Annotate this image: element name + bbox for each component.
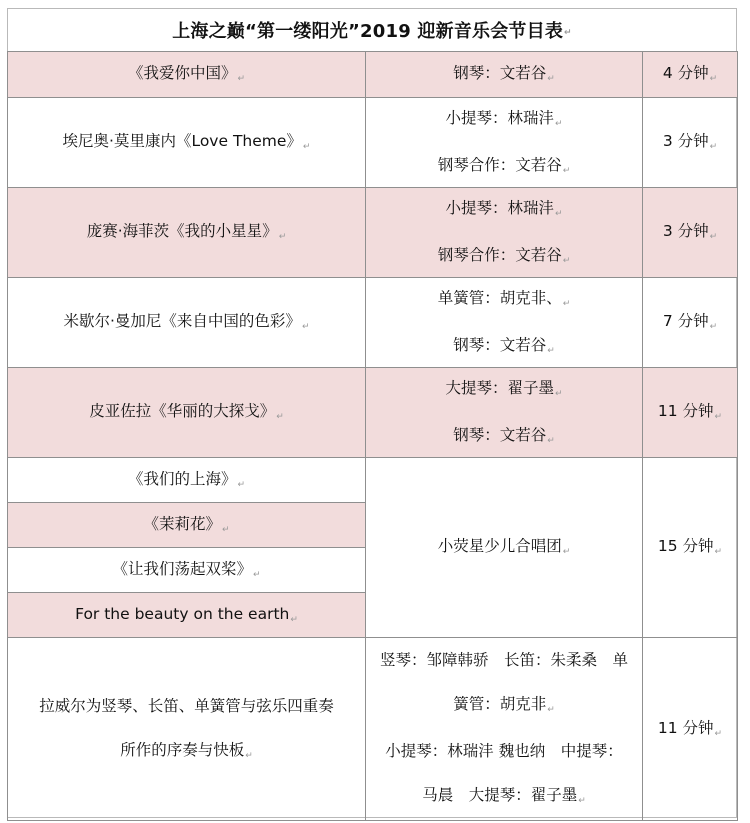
piece-cell — [8, 278, 366, 368]
piece-title: 《让我们荡起双桨》 — [112, 559, 252, 578]
performer-line: 小提琴：林瑞沣 — [445, 198, 554, 217]
piece-cell — [8, 52, 366, 98]
piece-cell — [8, 638, 366, 821]
performer-cell — [366, 188, 643, 278]
duration-text: 11 分钟 — [657, 718, 714, 737]
piece-title-line: 拉威尔为竖琴、长笛、单簧管与弦乐四重奏 — [39, 696, 334, 715]
duration-cell — [643, 98, 738, 188]
table-row — [8, 52, 738, 98]
piece-title: 《我们的上海》 — [127, 469, 237, 488]
piece-cell — [8, 188, 366, 278]
paragraph-mark: ↵ — [547, 74, 555, 84]
paragraph-mark: ↵ — [245, 750, 253, 761]
duration-cell — [643, 52, 738, 98]
duration-cell — [643, 188, 738, 278]
paragraph-mark: ↵ — [709, 322, 718, 332]
duration-cell — [643, 458, 738, 638]
paragraph-mark: ↵ — [562, 298, 571, 309]
paragraph-mark: ↵ — [221, 524, 230, 535]
performer-line: 钢琴：文若谷 — [453, 425, 547, 444]
paragraph-mark: ↵ — [302, 142, 311, 152]
paragraph-mark: ↵ — [237, 479, 246, 490]
paragraph-mark: ↵ — [290, 614, 298, 625]
performer-line: 钢琴：文若谷 — [453, 335, 547, 354]
paragraph-mark: ↵ — [578, 796, 586, 806]
paragraph-mark: ↵ — [714, 728, 723, 739]
performer-line: 钢琴合作：文若谷 — [437, 245, 562, 264]
performer-cell — [366, 98, 643, 188]
performer-line: 单簧管：胡克非、 — [437, 288, 562, 307]
piece-title: 皮亚佐拉《华丽的大探戈》 — [89, 402, 276, 420]
paragraph-mark: ↵ — [562, 547, 571, 557]
table-row — [8, 368, 738, 458]
piece-title-line: 所作的序奏与快板 — [120, 740, 245, 759]
duration-text: 7 分钟 — [662, 312, 709, 330]
table-row — [8, 638, 738, 821]
paragraph-mark: ↵ — [278, 232, 287, 242]
performer-cell — [366, 278, 643, 368]
piece-cell — [8, 458, 366, 503]
duration-cell — [643, 278, 738, 368]
piece-cell — [8, 368, 366, 458]
piece-title: 《我爱你中国》 — [127, 64, 237, 82]
table-row — [8, 98, 738, 188]
performer-line: 小提琴：林瑞沣 — [445, 108, 554, 127]
duration-text: 3 分钟 — [662, 132, 709, 150]
paragraph-mark: ↵ — [547, 435, 555, 446]
paragraph-mark: ↵ — [562, 165, 571, 176]
piece-title: 米歇尔·曼加尼《来自中国的色彩》 — [63, 312, 301, 330]
paragraph-mark: ↵ — [554, 208, 563, 219]
paragraph-mark: ↵ — [554, 388, 563, 399]
table-title — [7, 8, 737, 51]
performer-line: 钢琴：文若谷 — [453, 64, 547, 82]
performer-line: 小荧星少儿合唱团 — [437, 537, 562, 555]
piece-cell — [8, 503, 366, 548]
performer-line: 簧管：胡克非 — [453, 695, 547, 713]
paragraph-mark: ↵ — [301, 322, 310, 332]
table-row — [8, 458, 738, 503]
paragraph-mark: ↵ — [709, 142, 718, 152]
piece-title: 埃尼奥·莫里康内《Love Theme》 — [62, 132, 302, 150]
duration-text: 11 分钟 — [657, 402, 714, 420]
program-table — [7, 51, 738, 821]
duration-cell — [643, 368, 738, 458]
performer-line: 大提琴：翟子墨 — [445, 378, 554, 397]
performer-line: 马晨 大提琴：翟子墨 — [422, 786, 578, 804]
paragraph-mark: ↵ — [237, 74, 246, 84]
table-row — [8, 278, 738, 368]
paragraph-mark: ↵ — [554, 118, 563, 129]
performer-line: 小提琴：林瑞沣 魏也纳 中提琴： — [385, 742, 623, 760]
piece-title: For the beauty on the earth — [75, 604, 290, 623]
paragraph-mark: ↵ — [547, 345, 555, 356]
paragraph-mark: ↵ — [562, 255, 571, 266]
table-row — [8, 188, 738, 278]
paragraph-mark: ↵ — [547, 705, 555, 715]
paragraph-mark: ↵ — [709, 232, 718, 242]
piece-cell — [8, 98, 366, 188]
performer-cell — [366, 638, 643, 821]
piece-cell — [8, 593, 366, 638]
title-text: 上海之巅“第一缕阳光”2019 迎新音乐会节目表 — [172, 20, 564, 42]
performer-cell — [366, 458, 643, 638]
duration-text: 4 分钟 — [662, 64, 709, 82]
paragraph-mark: ↵ — [709, 74, 718, 84]
duration-text: 15 分钟 — [657, 537, 714, 555]
performer-cell — [366, 52, 643, 98]
piece-title: 《茉莉花》 — [143, 514, 221, 533]
piece-title: 庞赛·海菲茨《我的小星星》 — [86, 222, 278, 240]
performer-line: 钢琴合作：文若谷 — [437, 155, 562, 174]
paragraph-mark: ↵ — [714, 547, 723, 557]
performer-line: 竖琴：邹障韩骄 长笛：朱柔桑 单 — [379, 651, 628, 669]
duration-cell — [643, 638, 738, 821]
paragraph-mark: ↵ — [276, 412, 284, 422]
paragraph-mark: ↵ — [564, 27, 572, 38]
performer-cell — [366, 368, 643, 458]
piece-cell — [8, 548, 366, 593]
duration-text: 3 分钟 — [662, 222, 709, 240]
paragraph-mark: ↵ — [252, 569, 261, 580]
paragraph-mark: ↵ — [714, 412, 723, 422]
